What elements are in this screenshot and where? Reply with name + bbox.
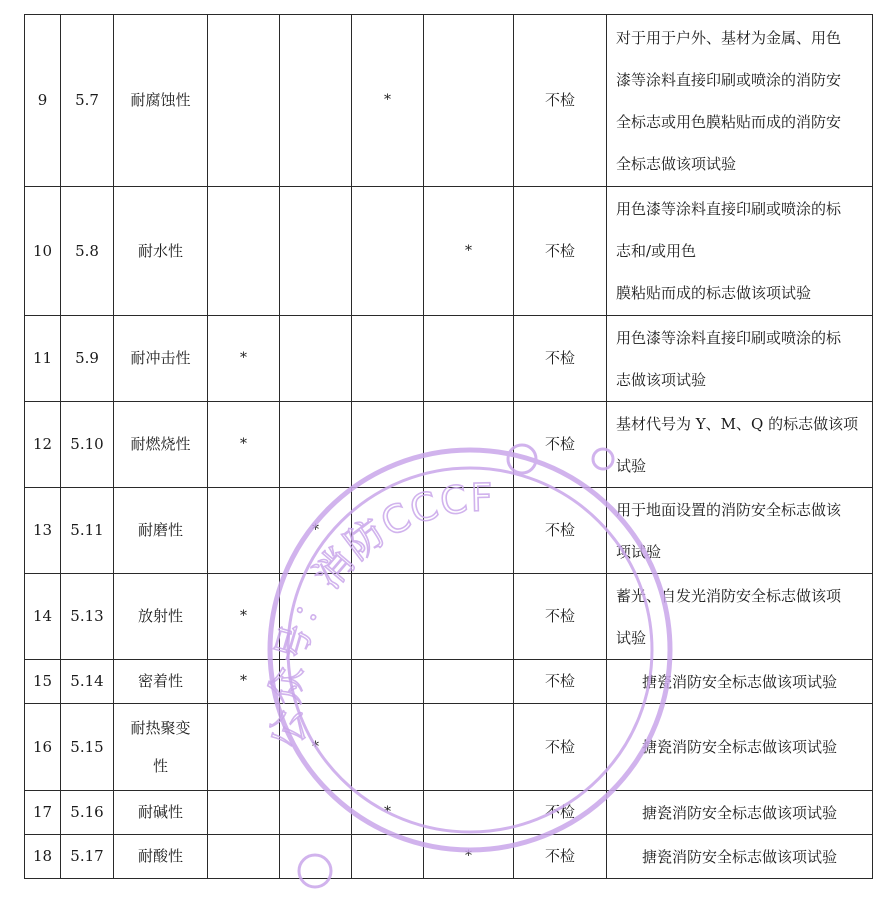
mark-cell: [424, 791, 514, 835]
test-item-name: 耐燃烧性: [114, 402, 208, 488]
remark-line: 基材代号为 Y、M、Q 的标志做该项: [616, 414, 859, 433]
test-item-name: 耐磨性: [114, 488, 208, 574]
inspection-result: 不检: [514, 704, 607, 791]
row-number: 16: [25, 704, 61, 791]
remark-line: 志做该项试验: [616, 370, 707, 389]
inspection-result: 不检: [514, 316, 607, 402]
mark-cell: [208, 15, 280, 187]
remark-cell: [607, 488, 873, 574]
clause-number: 5.7: [61, 15, 114, 187]
remark-line: 膜粘贴而成的标志做该项试验: [616, 284, 812, 302]
remark-line: 搪瓷消防安全标志做该项试验: [641, 672, 837, 691]
remark-cell: [607, 704, 873, 791]
remark-cell: [607, 660, 873, 704]
table-row: [25, 15, 873, 187]
remark-line: 用色漆等涂料直接印刷或喷涂的标: [616, 328, 842, 347]
clause-number: 5.8: [61, 187, 114, 316]
mark-cell: [424, 15, 514, 187]
test-item-name: 耐酸性: [114, 835, 208, 879]
test-item-name: 耐腐蚀性: [114, 15, 208, 187]
clause-number: 5.16: [61, 791, 114, 835]
mark-cell: [424, 574, 514, 660]
mark-cell: [280, 791, 352, 835]
remark-line: 搪瓷消防安全标志做该项试验: [641, 847, 837, 866]
mark-cell: [208, 704, 280, 791]
mark-cell: [280, 402, 352, 488]
row-number: 12: [25, 402, 61, 488]
mark-cell: [352, 574, 424, 660]
mark-cell: [280, 835, 352, 879]
mark-cell: [424, 316, 514, 402]
mark-cell: [208, 835, 280, 879]
remark-line: 对于用于户外、基材为金属、用色: [616, 28, 842, 47]
test-item-name-line: 性: [152, 757, 168, 775]
mark-cell: [352, 704, 424, 791]
mark-cell: [208, 187, 280, 316]
table-row: [25, 574, 873, 660]
inspection-result: 不检: [514, 187, 607, 316]
mark-cell: [280, 316, 352, 402]
inspection-result: 不检: [514, 791, 607, 835]
test-item-name: 耐冲击性: [114, 316, 208, 402]
test-item-name: 耐碱性: [114, 791, 208, 835]
remark-line: 试验: [616, 628, 647, 647]
mark-cell: [424, 704, 514, 791]
mark-cell: [352, 835, 424, 879]
mark-cell: *: [208, 574, 280, 660]
remark-cell: [607, 791, 873, 835]
watermark-text-path: 公众号：消防CCCF: [263, 475, 495, 751]
mark-cell: *: [424, 187, 514, 316]
remark-cell: [607, 187, 873, 316]
clause-number: 5.17: [61, 835, 114, 879]
mark-cell: [352, 660, 424, 704]
inspection-items-table: [24, 14, 873, 879]
clause-number: 5.13: [61, 574, 114, 660]
mark-cell: [208, 791, 280, 835]
remark-line: 用色漆等涂料直接印刷或喷涂的标: [616, 200, 842, 218]
test-item-name: 耐水性: [114, 187, 208, 316]
mark-cell: *: [352, 15, 424, 187]
test-item-name: [114, 704, 208, 791]
mark-cell: [208, 488, 280, 574]
inspection-result: 不检: [514, 574, 607, 660]
row-number: 10: [25, 187, 61, 316]
mark-cell: [424, 402, 514, 488]
remark-cell: [607, 402, 873, 488]
inspection-result: 不检: [514, 488, 607, 574]
remark-line: 漆等涂料直接印刷或喷涂的消防安: [616, 70, 842, 89]
mark-cell: *: [280, 488, 352, 574]
test-item-name: 密着性: [114, 660, 208, 704]
remark-cell: [607, 574, 873, 660]
mark-cell: [280, 15, 352, 187]
clause-number: 5.10: [61, 402, 114, 488]
remark-cell: [607, 835, 873, 879]
mark-cell: [280, 660, 352, 704]
test-item-name-line: 耐热聚变: [130, 719, 191, 737]
table-row: [25, 660, 873, 704]
mark-cell: *: [352, 791, 424, 835]
row-number: 17: [25, 791, 61, 835]
remark-line: 搪瓷消防安全标志做该项试验: [641, 803, 837, 822]
mark-cell: *: [208, 316, 280, 402]
test-item-name: 放射性: [114, 574, 208, 660]
mark-cell: *: [280, 704, 352, 791]
mark-cell: *: [208, 660, 280, 704]
remark-cell: [607, 15, 873, 187]
remark-line: 全标志或用色膜粘贴而成的消防安: [616, 112, 842, 131]
table-row: [25, 402, 873, 488]
row-number: 13: [25, 488, 61, 574]
remark-line: 志和/或用色: [616, 242, 697, 260]
mark-cell: [352, 402, 424, 488]
mark-cell: [352, 187, 424, 316]
table-row: [25, 488, 873, 574]
table-row: [25, 835, 873, 879]
mark-cell: [424, 660, 514, 704]
mark-cell: [424, 488, 514, 574]
remark-line: 蓄光、自发光消防安全标志做该项: [616, 586, 842, 605]
row-number: 18: [25, 835, 61, 879]
table-row: [25, 187, 873, 316]
remark-line: 试验: [616, 456, 647, 475]
remark-line: 全标志做该项试验: [616, 154, 737, 173]
table-row: [25, 704, 873, 791]
inspection-result: 不检: [514, 402, 607, 488]
clause-number: 5.9: [61, 316, 114, 402]
inspection-result: 不检: [514, 835, 607, 879]
mark-cell: [352, 488, 424, 574]
table-row: [25, 791, 873, 835]
mark-cell: [352, 316, 424, 402]
inspection-result: 不检: [514, 660, 607, 704]
remark-line: 搪瓷消防安全标志做该项试验: [641, 738, 837, 756]
mark-cell: *: [424, 835, 514, 879]
table-row: [25, 316, 873, 402]
mark-cell: [280, 574, 352, 660]
clause-number: 5.11: [61, 488, 114, 574]
row-number: 11: [25, 316, 61, 402]
clause-number: 5.15: [61, 704, 114, 791]
inspection-result: 不检: [514, 15, 607, 187]
row-number: 9: [25, 15, 61, 187]
remark-line: 项试验: [616, 542, 662, 561]
clause-number: 5.14: [61, 660, 114, 704]
remark-line: 用于地面设置的消防安全标志做该: [616, 500, 842, 519]
row-number: 14: [25, 574, 61, 660]
remark-cell: [607, 316, 873, 402]
mark-cell: [280, 187, 352, 316]
row-number: 15: [25, 660, 61, 704]
mark-cell: *: [208, 402, 280, 488]
